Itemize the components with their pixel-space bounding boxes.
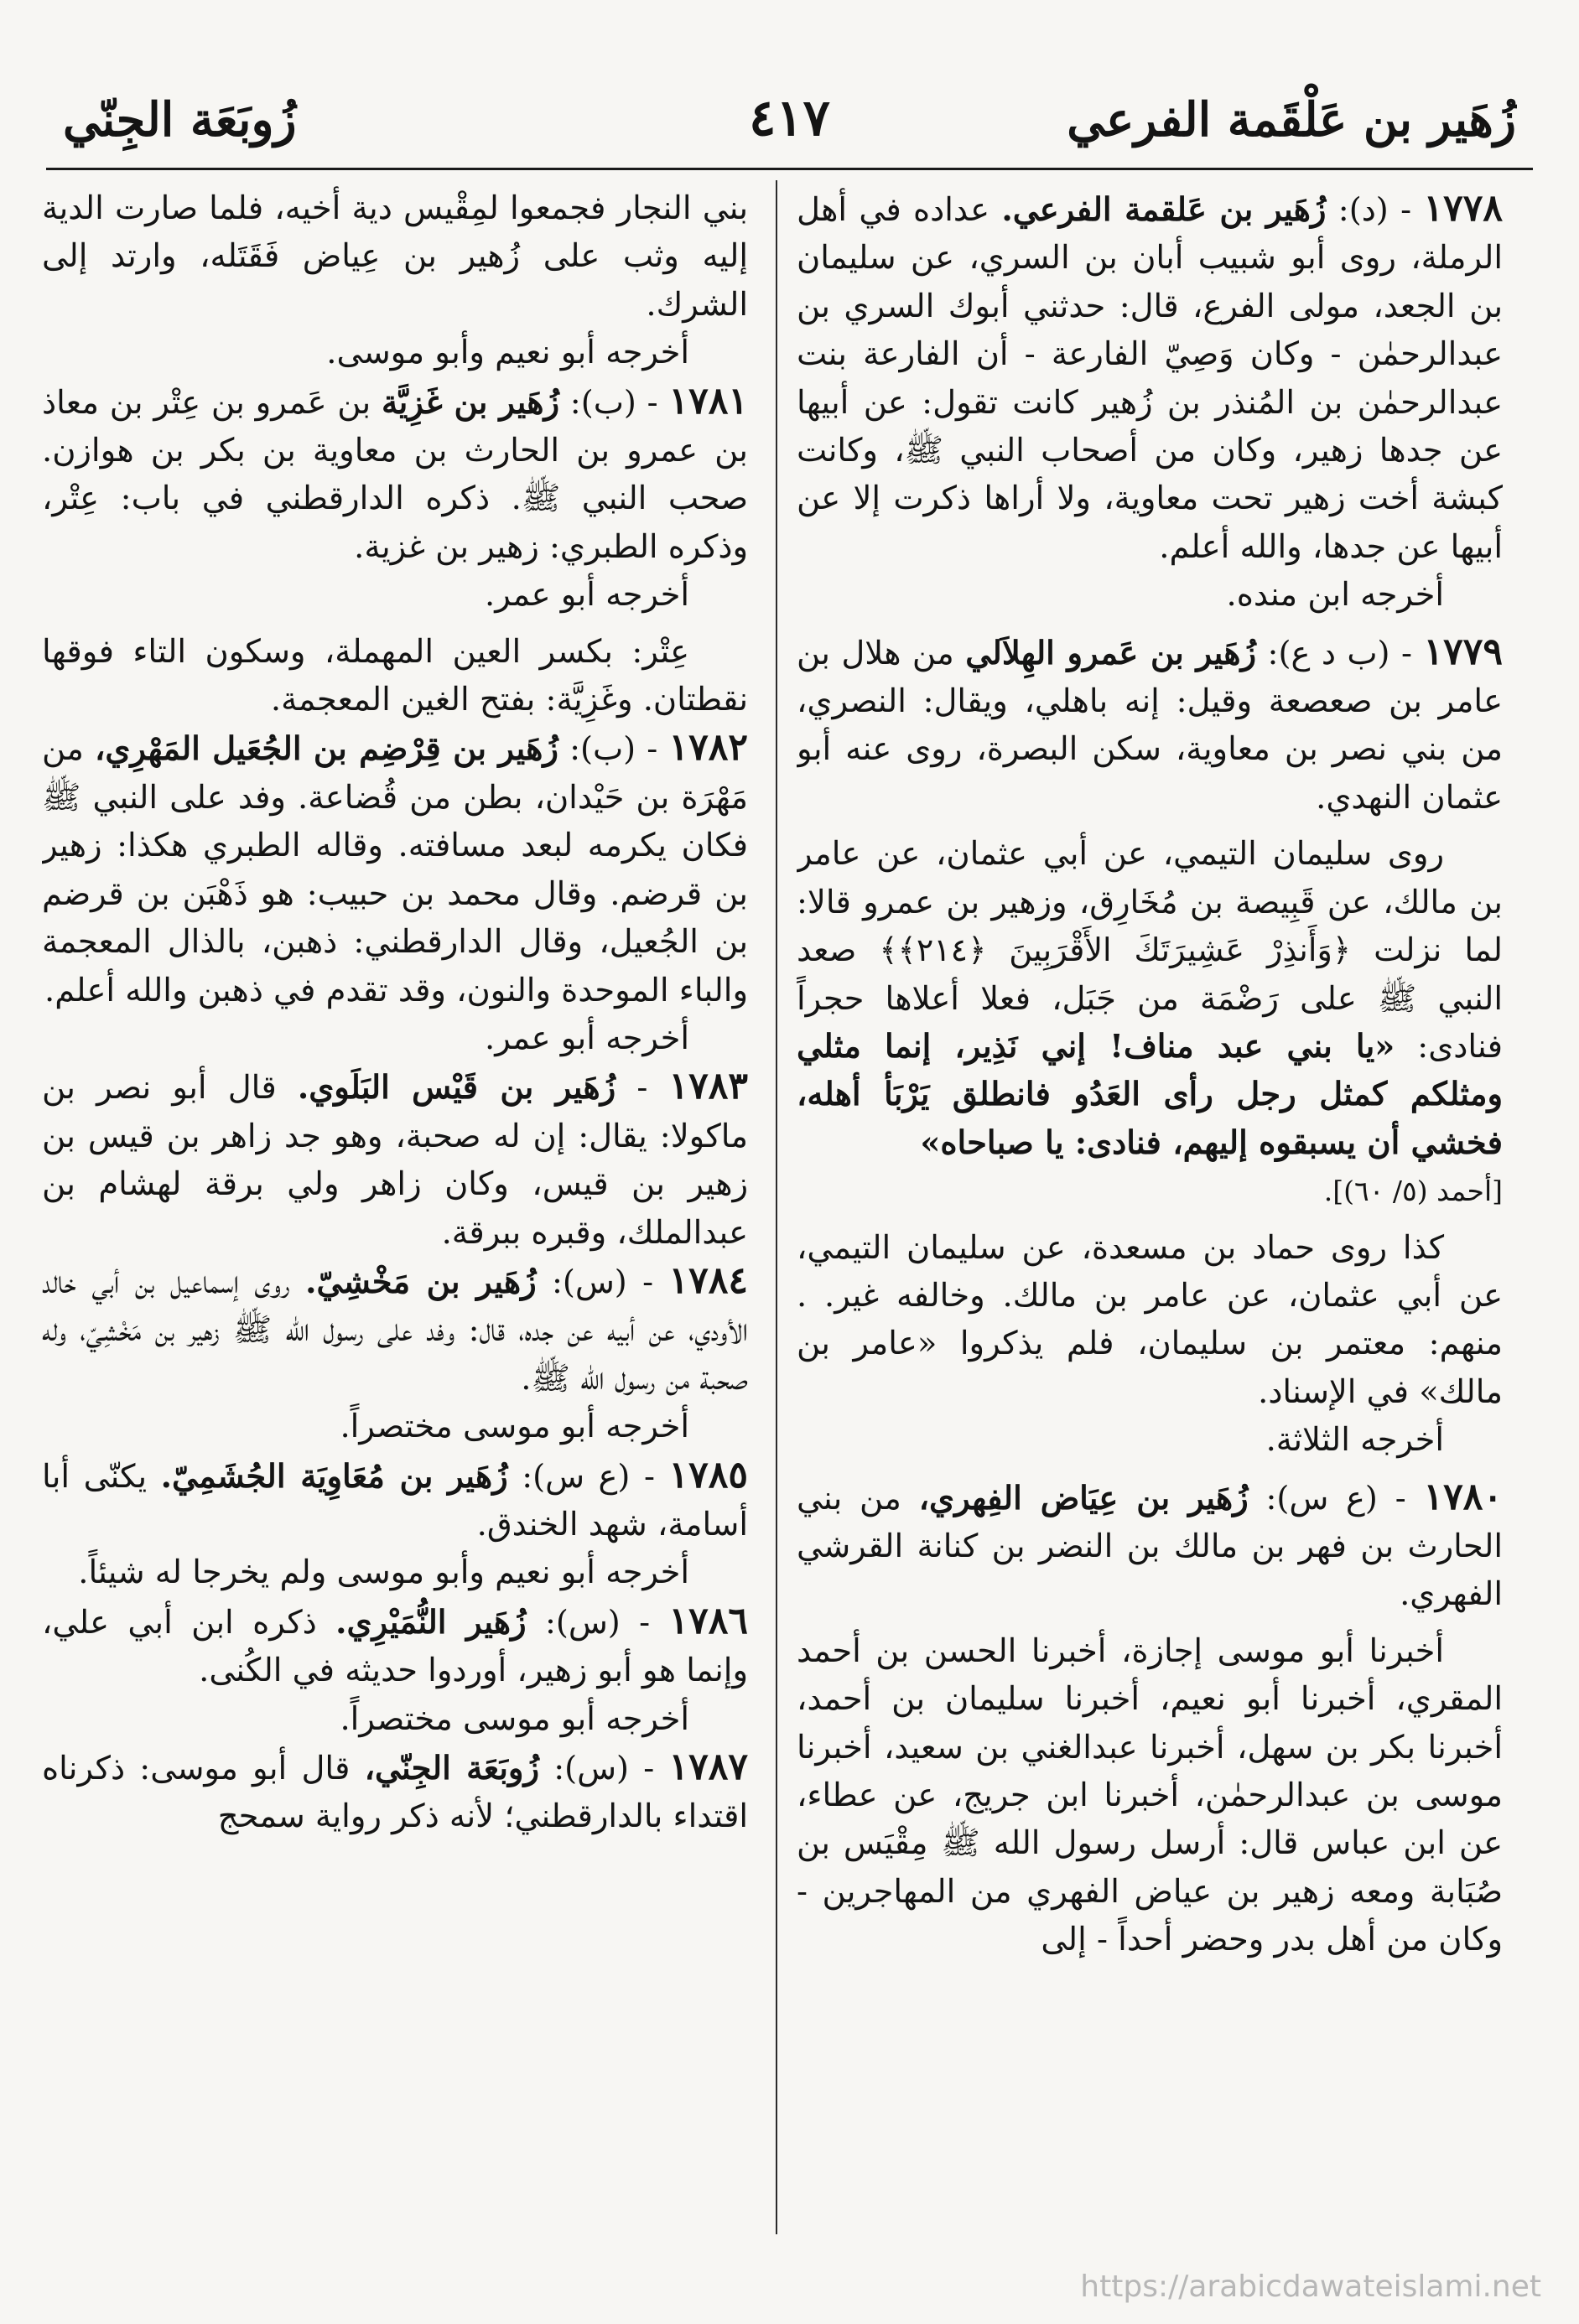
quran-verse: ﴿وَأَنذِرْ عَشِيرَتَكَ الأَقْرَبِينَ ﴿٢١٤﴾﴾ xyxy=(879,931,1352,969)
entry-note: عِتْر: بكسر العين المهملة، وسكون التاء فوقها نقطتان. وغَزِيَّة: بفتح الغين المعجمة. xyxy=(42,632,748,719)
entry-text: من بني الحارث بن فهر بن مالك بن النضر بن كنانة القرشي الفهري. xyxy=(797,1479,1503,1614)
entry-number: ١٧٨٣ xyxy=(668,1065,748,1108)
continuation-paragraph: بني النجار فجمعوا لمِقْيس دية أخيه، فلما صارت الدية إليه وثب على زُهير بن عِياض فَقَتَله، وارتد إلى الشرك. xyxy=(42,189,748,324)
entry-number: ١٧٧٩ xyxy=(1423,630,1503,673)
page-header xyxy=(46,84,1533,161)
entry-1783 xyxy=(42,1062,748,1257)
entry-name: زُهَير بن عَمرو الهِلاَلي xyxy=(965,634,1257,672)
entry-source: أخرجه أبو نعيم وأبو موسى. xyxy=(326,334,689,372)
entry-number: ١٧٨٢ xyxy=(668,726,748,770)
column-divider xyxy=(776,180,777,2234)
hadith-reference: [أحمد (٥/ ٦٠)]. xyxy=(1323,1175,1503,1208)
entry-1781 xyxy=(42,377,748,572)
hadith-text: «يا بني عبد مناف! إني نَذِير، إنما مثلي ومثلكم كمثل رجل رأى العَدُو فانطلق يَرْبَأ أهله، فخشي أن يسبقوه إليهم، فنادى: يا صباحاه» xyxy=(797,1027,1503,1162)
narration-text: روى سليمان التيمي، عن أبي عثمان، عن عامر بن مالك، عن قَبِيصة بن مُخَارِق، وزهير بن عمرو قالا: لما نزلت xyxy=(797,835,1503,970)
entry-name: زُهَير بن عَلقمة الفرعي. xyxy=(1001,191,1327,229)
left-column xyxy=(42,184,748,2230)
entry-source: أخرجه أبو نعيم وأبو موسى ولم يخرجا له شيئاً. xyxy=(78,1554,689,1592)
entry-code: - (ب): xyxy=(558,730,669,769)
entry-source: أخرجه الثلاثة. xyxy=(1265,1421,1444,1460)
entry-code: - (ب د ع): xyxy=(1256,634,1424,672)
entry-text: روى إسماعيل بن أبي خالد الأودي، عن أبيه عن جده، قال: وفد على رسول الله ﷺ زهير بن مَخْشِيّ، وله صحبة من رسول الله ﷺ. xyxy=(42,1263,748,1398)
entry-1785 xyxy=(42,1451,748,1549)
entry-text: عداده في أهل الرملة، روى أبو شبيب أبان بن السري، عن سليمان بن الجعد، مولى الفرع، قال: حدثني أبوك السري بن عبدالرحمٰن - وكان وَصِيّ الفارعة - أن الفارعة بنت عبدالرحمٰن بن المُنذر بن زُهير كانت تقول: عن أبيها عن جدها زهير، وكان من أصحاب النبي ﷺ، وكانت كبشة أخت زهير تحت معاوية، ولا أراها ذكرت إلا عن أبيها عن جدها، والله أعلم. xyxy=(797,191,1503,566)
entry-name: زُهَير بن غَزِيَّة xyxy=(382,383,559,422)
entry-number: ١٧٨٤ xyxy=(668,1258,748,1302)
watermark-url: https://arabicdawateislami.net xyxy=(1080,2270,1541,2304)
entry-name: زُهَير بن قِرْضِم بن الجُعَيل المَهْرِي، xyxy=(94,730,558,769)
entry-text: قال أبو نصر بن ماكولا: يقال: إن له صحبة، وهو جد زاهر بن قيس بن زهير بن قيس، وكان زاهر ولي برقة لهشام بن عبدالملك، وقبره ببرقة. xyxy=(42,1069,748,1252)
entry-1787 xyxy=(42,1743,748,1841)
entry-code: - xyxy=(615,1069,669,1108)
entry-text: قال أبو موسى: ذكرناه اقتداء بالدارقطني؛ لأنه ذكر رواية سمحج xyxy=(42,1750,748,1836)
entry-text: يكنّى أبا أسامة، شهد الخندق. xyxy=(42,1457,748,1543)
entry-text: بن عَمرو بن عِتْر بن معاذ بن عمرو بن الحارث بن معاوية بن بكر بن هوازن. صحب النبي ﷺ. ذكره الدارقطني في باب: عِتْر، وذكره الطبري: زهير بن غزية. xyxy=(42,383,748,566)
entry-text: من مَهْرَة بن حَيْدان، بطن من قُضاعة. وفد على النبي ﷺ فكان يكرمه لبعد مسافته. وقاله الطبري هكذا: زهير بن قرضم. وقال محمد بن حبيب: هو ذَهْبَن بن قرضم بن الجُعيل، وقال الدارقطني: ذهبن، بالذال المعجمة والباء الموحدة والنون، وقد تقدم في ذهبن والله أعلم. xyxy=(42,730,748,1009)
entry-code: - (س): xyxy=(526,1603,669,1642)
running-head-left: زُوبَعَة الجِنّي xyxy=(63,92,297,148)
entry-number: ١٧٨٧ xyxy=(668,1746,748,1788)
entry-name: زُهَير النُّمَيْرِي. xyxy=(335,1603,527,1642)
entry-1780 xyxy=(797,1473,1503,1619)
entry-1784 xyxy=(42,1257,748,1403)
header-rule xyxy=(46,168,1533,170)
entry-paragraph: كذا روى حماد بن مسعدة، عن سليمان التيمي، عن أبي عثمان، عن عامر بن مالك. وخالفه غير. . منهم: معتمر بن سليمان، فلم يذكروا «عامر بن مالك» في الإسناد. xyxy=(797,1228,1503,1411)
entry-name: زُهَير بن مَخْشِيّ. xyxy=(305,1263,537,1301)
entry-code: - (ب): xyxy=(558,383,669,422)
entry-1786 xyxy=(42,1597,748,1695)
right-column xyxy=(797,184,1503,2230)
page-number: ٤١٧ xyxy=(749,89,830,148)
entry-name: زُهَير بن قَيْس البَلَوي. xyxy=(297,1069,616,1108)
entry-code: - (س): xyxy=(536,1263,669,1301)
entry-source: أخرجه ابن منده. xyxy=(1226,576,1444,615)
entry-source: أخرجه أبو عمر. xyxy=(485,576,689,615)
entry-code: - (د): xyxy=(1326,191,1424,229)
entry-1782 xyxy=(42,724,748,1014)
entry-number: ١٧٧٨ xyxy=(1423,187,1503,230)
entry-number: ١٧٨١ xyxy=(668,379,748,423)
entry-source: أخرجه أبو موسى مختصراً. xyxy=(340,1699,689,1738)
entry-1779 xyxy=(797,628,1503,822)
entry-number: ١٧٨٦ xyxy=(668,1599,748,1642)
entry-name: زُهَير بن مُعَاوِيَة الجُشَمِيّ. xyxy=(160,1457,508,1496)
entry-name: زُوبَعَة الجِنّي، xyxy=(364,1750,540,1787)
entry-paragraph xyxy=(797,830,1503,1167)
entry-code: - (ع س): xyxy=(507,1457,669,1496)
running-head-right: زُهَير بن عَلْقَمة الفرعي xyxy=(1067,92,1516,148)
entry-source: أخرجه أبو عمر. xyxy=(485,1019,689,1057)
entry-text: ذكره ابن أبي علي، وإنما هو أبو زهير، أوردوا حديثه في الكُنى. xyxy=(42,1603,748,1690)
entry-code: - (ع س): xyxy=(1248,1479,1424,1517)
entry-code: - (س): xyxy=(539,1750,669,1787)
entry-name: زُهَير بن عِيَاض الفِهري، xyxy=(918,1479,1249,1517)
entry-1778 xyxy=(797,184,1503,571)
entry-source: أخرجه أبو موسى مختصراً. xyxy=(340,1408,689,1446)
entry-paragraph: أخبرنا أبو موسى إجازة، أخبرنا الحسن بن أحمد المقري، أخبرنا أبو نعيم، أخبرنا سليمان بن أحمد، أخبرنا بكر بن سهل، أخبرنا عبدالغني بن سعيد، أخبرنا موسى بن عبدالرحمٰن، أخبرنا ابن جريج، عن عطاء، عن ابن عباس قال: أرسل رسول الله ﷺ مِقْيَس بن صُبَابة ومعه زهير بن عياض الفهري من المهاجرين - وكان من أهل بدر وحضر أحداً - إلى xyxy=(797,1631,1503,1959)
entry-number: ١٧٨٠ xyxy=(1423,1475,1503,1518)
entry-text: من هلال بن عامر بن صعصعة وقيل: إنه باهلي، ويقال: النصري، من بني نصر بن معاوية، سكن البصرة، روى عنه أبو عثمان النهدي. xyxy=(797,634,1503,817)
entry-number: ١٧٨٥ xyxy=(668,1453,748,1497)
narration-text: صعد النبي ﷺ على رَضْمَة من جَبَل، فعلا أعلاها حجراً فنادى: xyxy=(797,931,1503,1066)
